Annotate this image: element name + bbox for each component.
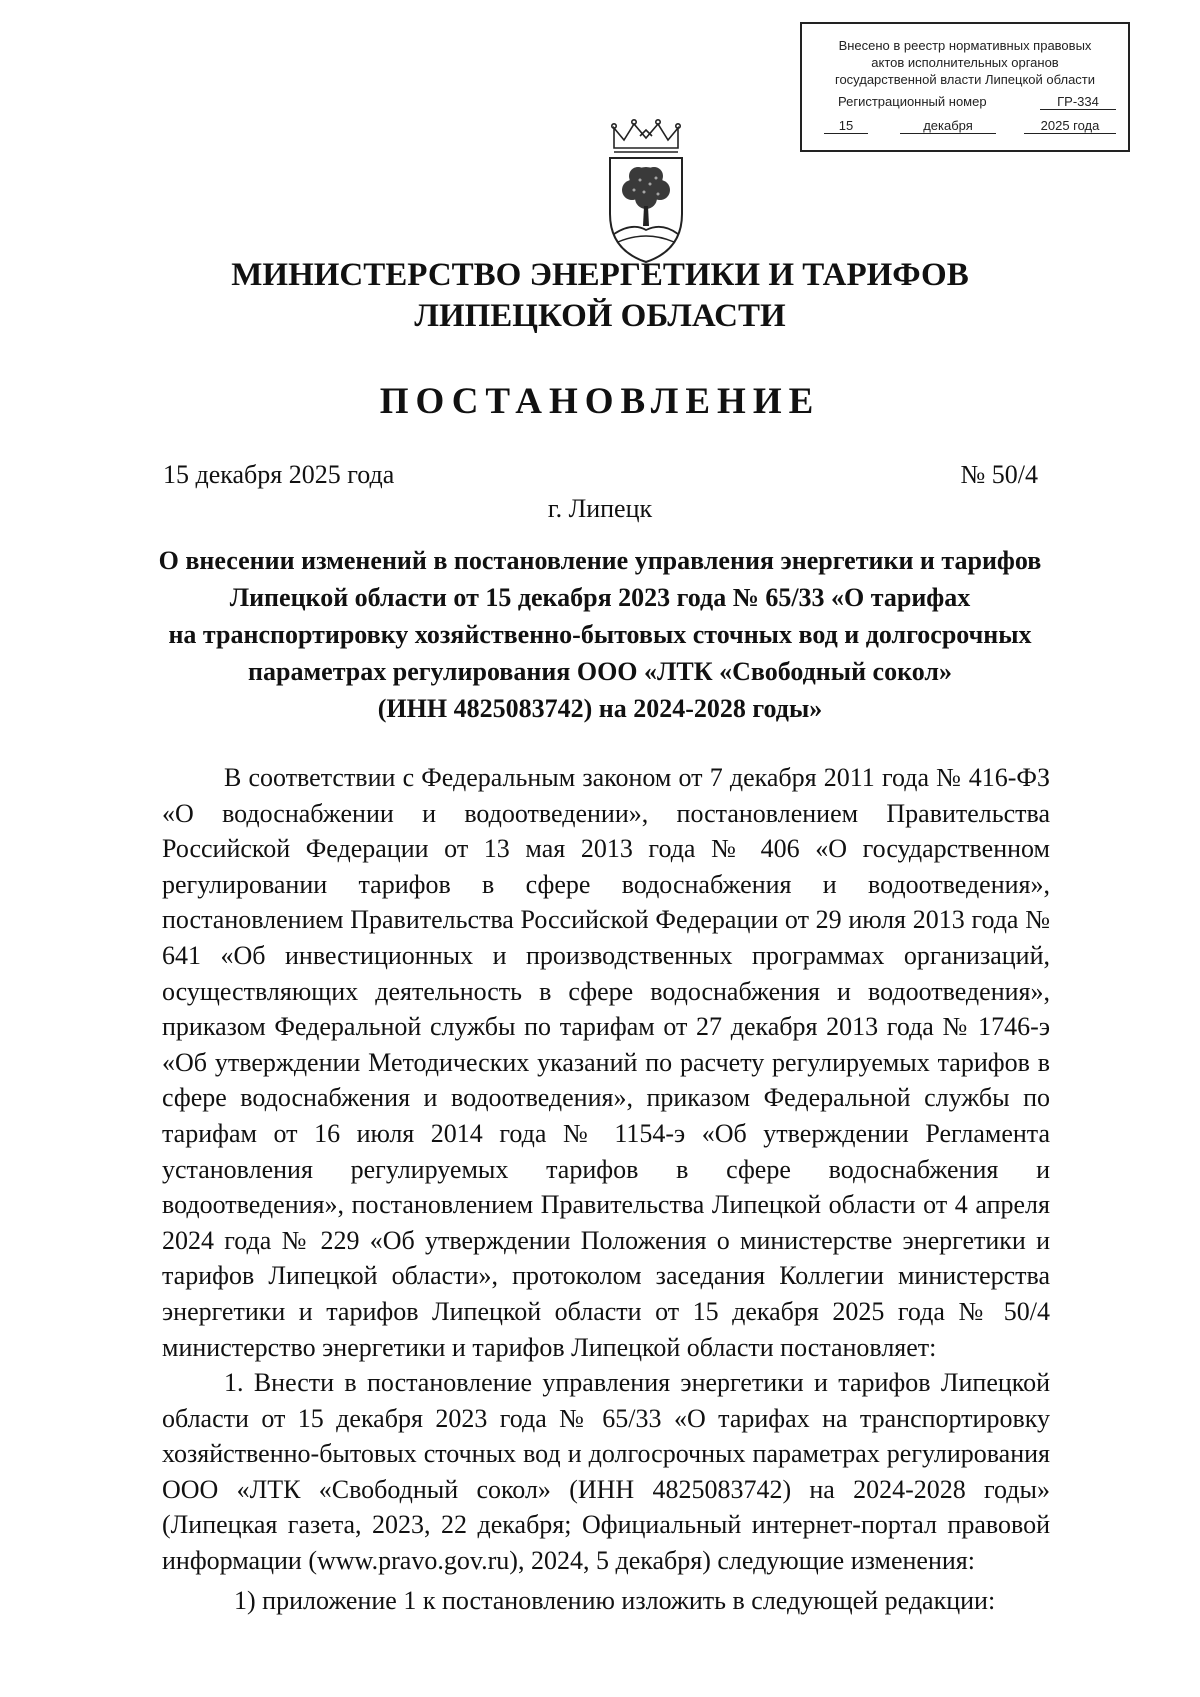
ministry-name-line-1: МИНИСТЕРСТВО ЭНЕРГЕТИКИ И ТАРИФОВ xyxy=(231,257,969,293)
lipetsk-coat-of-arms-icon xyxy=(602,118,690,268)
title-line-5: (ИНН 4825083742) на 2024-2028 годы» xyxy=(377,694,823,723)
document-city: г. Липецк xyxy=(547,494,653,523)
preamble-paragraph: В соответствии с Федеральным законом от 7 декабря 2011 года № 416-ФЗ «О водоснабжении и водоотведении», постановлением Правительства Российской Федерации от 13 мая 2013 года № 406 «О государственном регулировании тарифов в сфере водоснабжения и водоотведения», постановлением Правительства Российской Федерации от 29 июля 2013 года № 641 «Об инвестиционных и производственных программах организаций, осуществляющих деятельность в сфере водоснабжения и водоотведения», приказом Федеральной службы по тарифам от 27 декабря 2013 года № 1746-э «Об утверждении Методических указаний по расчету регулируемых тарифов в сфере водоснабжения и водоотведения», приказом Федеральной службы по тарифам от 16 июля 2014 года № 1154-э «Об утверждении Регламента установления регулируемых тарифов в сфере водоснабжения и водоотведения», постановлением Правительства Липецкой области от 4 апреля 2024 года № 229 «Об утверждении Положения о министерстве энергетики и тарифов Липецкой области», протоколом заседания Коллегии министерства энергетики и тарифов Липецкой области от 15 декабря 2025 года № 50/4 министерство энергетики и тарифов Липецкой области постановляет: xyxy=(162,763,1050,1362)
stamp-month: декабря xyxy=(900,118,996,134)
title-line-4: параметрах регулирования ООО «ЛТК «Свободный сокол» xyxy=(248,657,952,686)
title-line-1: О внесении изменений в постановление управления энергетики и тарифов xyxy=(158,546,1042,575)
clause-1-paragraph: 1. Внести в постановление управления энергетики и тарифов Липецкой области от 15 декабря 2023 года № 65/33 «О тарифах на транспортировку хозяйственно-бытовых сточных вод и долгосрочных параметрах регулирования ООО «ЛТК «Свободный сокол» (ИНН 4825083742) на 2024-2028 годы» (Липецкая газета, 2023, 22 декабря; Официальный интернет-портал правовой информации (www.pravo.gov.ru), 2024, 5 декабря) следующие изменения: xyxy=(162,1368,1050,1576)
stamp-line-1: Внесено в реестр нормативных правовых xyxy=(838,38,1092,53)
stamp-registration-label: Регистрационный номер xyxy=(838,94,987,109)
document-date: 15 декабря 2025 года xyxy=(163,460,395,489)
stamp-registration-number: ГР-334 xyxy=(1040,94,1116,110)
document-number: № 50/4 xyxy=(960,460,1038,489)
registration-stamp xyxy=(800,22,1130,152)
document-title xyxy=(150,542,1050,727)
ministry-name-line-2: ЛИПЕЦКОЙ ОБЛАСТИ xyxy=(414,298,786,334)
stamp-line-2: актов исполнительных органов xyxy=(871,55,1059,70)
stamp-day: 15 xyxy=(824,118,868,134)
title-line-2: Липецкой области от 15 декабря 2023 года № 65/33 «О тарифах xyxy=(229,583,971,612)
document-body xyxy=(162,760,1050,1618)
title-line-3: на транспортировку хозяйственно-бытовых сточных вод и долгосрочных xyxy=(168,620,1032,649)
subitem-1-paragraph: 1) приложение 1 к постановлению изложить в следующей редакции: xyxy=(234,1585,996,1615)
stamp-year: 2025 года xyxy=(1024,118,1116,134)
stamp-line-3: государственной власти Липецкой области xyxy=(834,72,1096,87)
document-type: ПОСТАНОВЛЕНИЕ xyxy=(379,381,821,422)
